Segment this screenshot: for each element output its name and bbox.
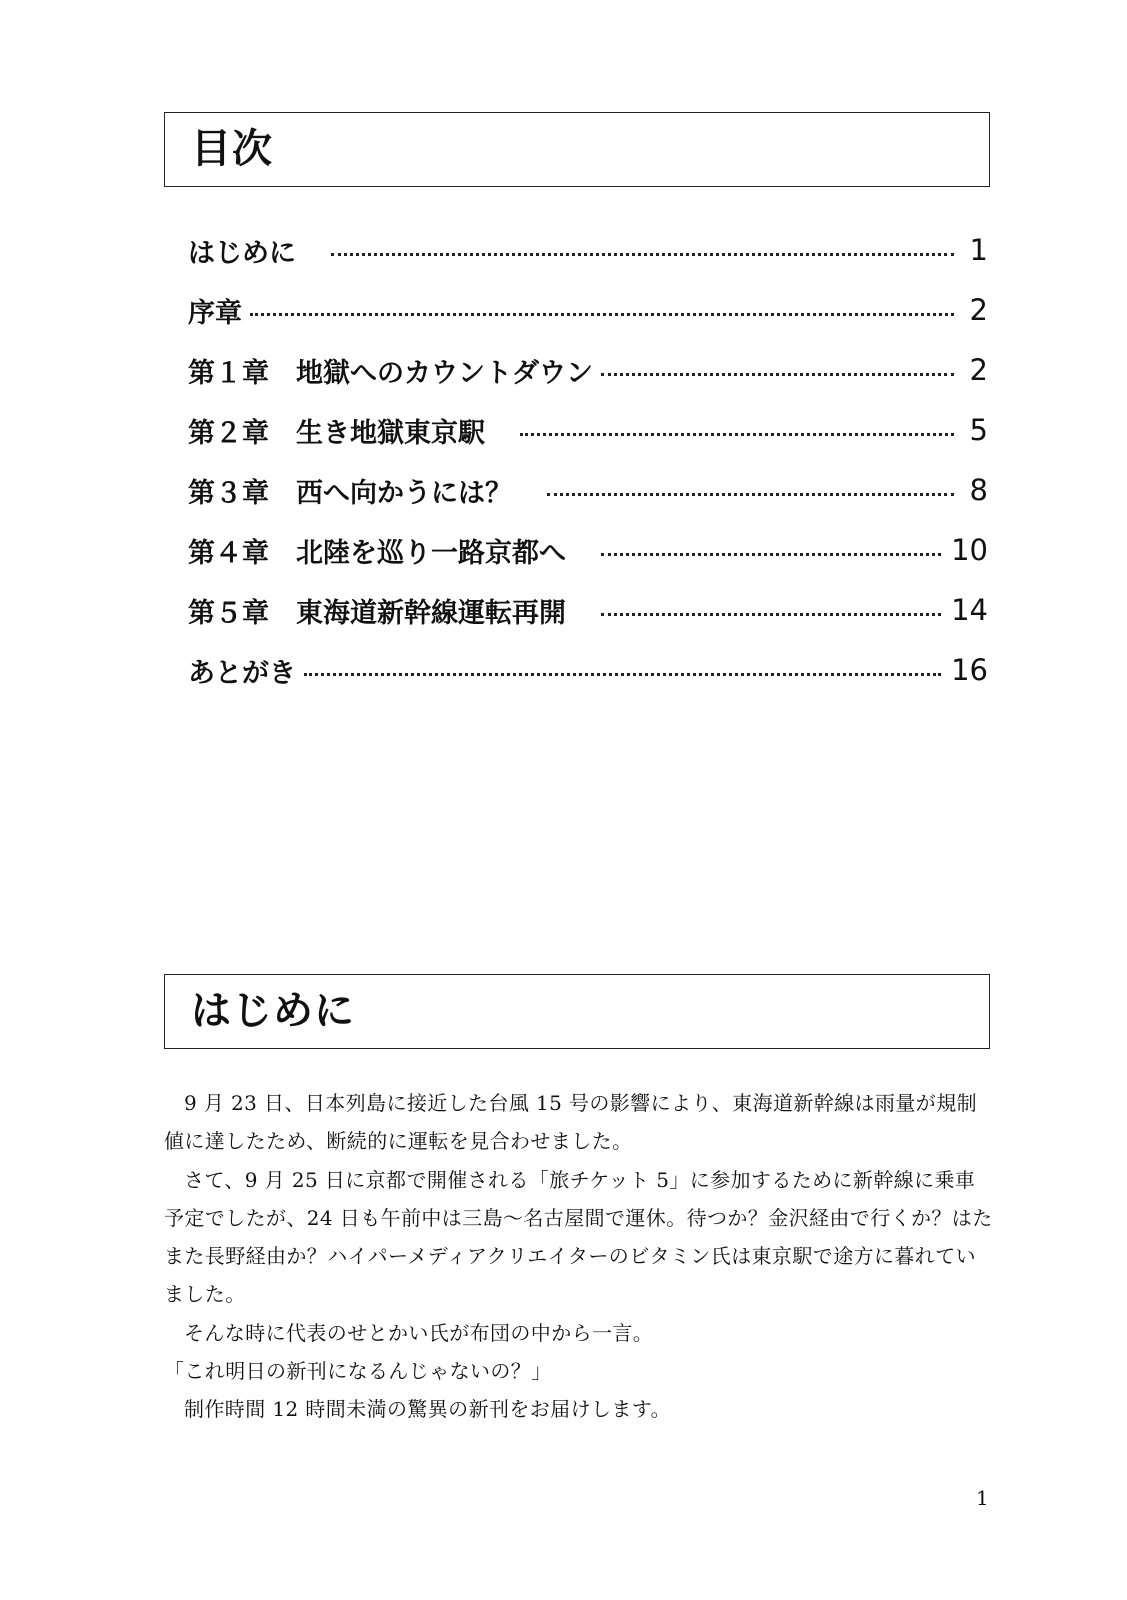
toc-list <box>188 220 988 700</box>
toc-entry-page: 8 <box>969 473 988 507</box>
toc-entry-title: あとがき <box>188 657 296 689</box>
toc-entry-chapter-4[interactable] <box>188 520 988 580</box>
toc-entry-chapter-1[interactable] <box>188 340 988 400</box>
toc-entry-page: 2 <box>969 353 988 387</box>
intro-body <box>164 1084 994 1429</box>
intro-paragraph: さて、9 月 25 日に京都で開催される「旅チケット 5」に参加するために新幹線に乗車予定でしたが、24 日も午前中は三島～名古屋間で運休。待つか？金沢経由で行くか？はたまた長野経由か？ハイパーメディアクリエイターのビタミン氏は東京駅で途方に暮れていました。 <box>164 1167 993 1307</box>
toc-entry-page: 5 <box>969 413 988 447</box>
toc-entry-title: 第４章 北陸を巡り一路京都へ <box>188 537 593 569</box>
toc-leader-dots <box>250 313 954 316</box>
toc-entry-hajimeni[interactable] <box>188 220 988 280</box>
intro-paragraph: 制作時間 12 時間未満の驚異の新刊をお届けします。 <box>184 1397 671 1422</box>
toc-entry-page: 10 <box>951 533 988 567</box>
intro-heading: はじめに <box>191 988 355 1034</box>
toc-heading-box <box>164 112 990 187</box>
toc-heading: 目次 <box>191 126 273 172</box>
toc-leader-dots <box>601 373 954 376</box>
intro-heading-box <box>164 974 990 1049</box>
intro-paragraph: そんな時に代表のせとかい氏が布団の中から一言。 <box>184 1320 654 1345</box>
toc-entry-page: 2 <box>969 293 988 327</box>
toc-entry-chapter-2[interactable] <box>188 400 988 460</box>
toc-leader-dots <box>520 433 954 436</box>
toc-entry-title: 第３章 西へ向かうには？ <box>188 477 539 509</box>
toc-leader-dots <box>601 553 941 556</box>
toc-entry-page: 14 <box>951 593 988 627</box>
toc-entry-atogaki[interactable] <box>188 640 988 700</box>
toc-leader-dots <box>304 673 941 676</box>
toc-entry-title: 第２章 生き地獄東京駅 <box>188 417 512 449</box>
toc-entry-page: 16 <box>951 653 988 687</box>
toc-entry-title: 第１章 地獄へのカウントダウン <box>188 357 593 389</box>
toc-entry-joshou[interactable] <box>188 280 988 340</box>
toc-entry-chapter-5[interactable] <box>188 580 988 640</box>
toc-entry-title: はじめに <box>188 237 323 269</box>
toc-entry-chapter-3[interactable] <box>188 460 988 520</box>
intro-quote: 「これ明日の新刊になるんじゃないの？」 <box>164 1359 552 1384</box>
toc-leader-dots <box>547 493 954 496</box>
intro-paragraph: 9 月 23 日、日本列島に接近した台風 15 号の影響により、東海道新幹線は雨量が規制値に達したため、断続的に運転を見合わせました。 <box>164 1091 978 1154</box>
toc-leader-dots <box>331 253 954 256</box>
page-number: 1 <box>976 1486 989 1510</box>
toc-entry-title: 序章 <box>188 297 242 329</box>
toc-entry-title: 第５章 東海道新幹線運転再開 <box>188 597 593 629</box>
toc-leader-dots <box>601 613 941 616</box>
toc-entry-page: 1 <box>969 233 988 267</box>
